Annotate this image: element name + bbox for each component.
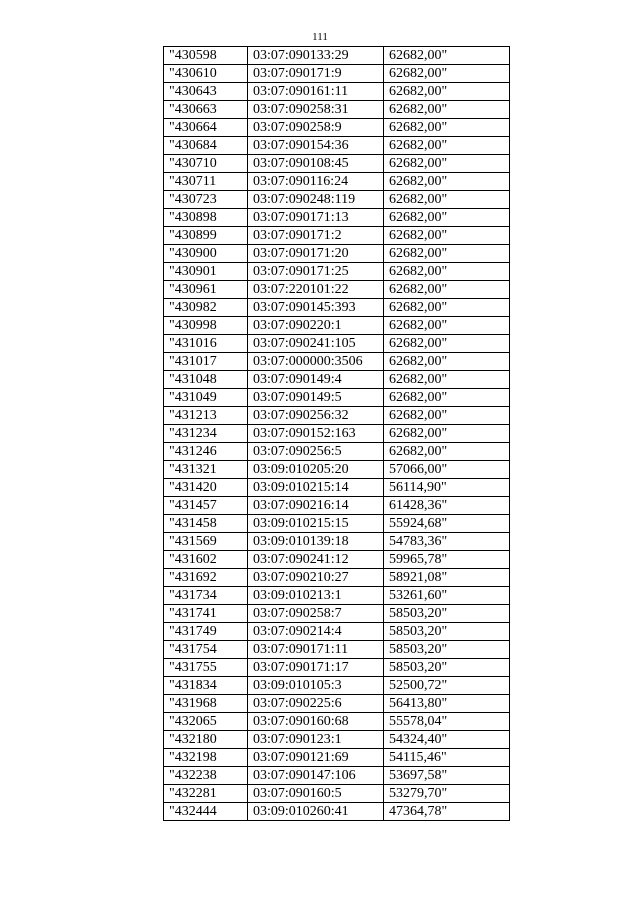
table-row [164,317,510,335]
table-row [164,335,510,353]
table-row [164,281,510,299]
table-row [164,497,510,515]
cadastral-number-cell: 03:07:090248:119 [248,191,384,209]
record-number-cell: "432198 [164,749,248,767]
value-cell: 62682,00" [384,443,510,461]
cadastral-number-cell: 03:07:090116:24 [248,173,384,191]
cadastral-number-cell: 03:09:010260:41 [248,803,384,821]
table-row [164,659,510,677]
record-number-cell: "431749 [164,623,248,641]
table-row [164,551,510,569]
record-number-cell: "431049 [164,389,248,407]
cadastral-number-cell: 03:07:090152:163 [248,425,384,443]
record-number-cell: "432065 [164,713,248,731]
value-cell: 62682,00" [384,425,510,443]
record-number-cell: "430998 [164,317,248,335]
cadastral-number-cell: 03:07:090171:25 [248,263,384,281]
cadastral-number-cell: 03:07:090133:29 [248,47,384,65]
table-row [164,389,510,407]
page-number: 111 [312,31,328,43]
table-row [164,173,510,191]
cadastral-number-cell: 03:07:090123:1 [248,731,384,749]
table-row [164,569,510,587]
cadastral-number-cell: 03:07:090171:11 [248,641,384,659]
table-row [164,299,510,317]
value-cell: 62682,00" [384,191,510,209]
value-cell: 62682,00" [384,317,510,335]
value-cell: 56413,80" [384,695,510,713]
record-number-cell: "431213 [164,407,248,425]
cadastral-number-cell: 03:09:010215:15 [248,515,384,533]
value-cell: 53279,70" [384,785,510,803]
table-row [164,209,510,227]
table-row [164,443,510,461]
record-number-cell: "431234 [164,425,248,443]
table-row [164,425,510,443]
record-number-cell: "432281 [164,785,248,803]
record-number-cell: "431016 [164,335,248,353]
record-number-cell: "430961 [164,281,248,299]
value-cell: 61428,36" [384,497,510,515]
record-number-cell: "432444 [164,803,248,821]
cadastral-number-cell: 03:07:090220:1 [248,317,384,335]
table-row [164,227,510,245]
record-number-cell: "430664 [164,119,248,137]
table-row [164,65,510,83]
cadastral-number-cell: 03:07:090160:68 [248,713,384,731]
record-number-cell: "432238 [164,767,248,785]
value-cell: 54115,46" [384,749,510,767]
record-number-cell: "430898 [164,209,248,227]
table-row [164,155,510,173]
cadastral-number-cell: 03:07:090258:7 [248,605,384,623]
record-number-cell: "431458 [164,515,248,533]
value-cell: 58921,08" [384,569,510,587]
table-row [164,533,510,551]
record-number-cell: "432180 [164,731,248,749]
cadastral-number-cell: 03:07:090216:14 [248,497,384,515]
cadastral-number-cell: 03:07:090108:45 [248,155,384,173]
value-cell: 62682,00" [384,65,510,83]
table-row [164,461,510,479]
value-cell: 62682,00" [384,227,510,245]
value-cell: 52500,72" [384,677,510,695]
value-cell: 47364,78" [384,803,510,821]
record-number-cell: "430982 [164,299,248,317]
cadastral-number-cell: 03:07:090256:5 [248,443,384,461]
table-row [164,245,510,263]
record-number-cell: "431017 [164,353,248,371]
cadastral-number-cell: 03:07:090160:5 [248,785,384,803]
table-row [164,101,510,119]
cadastral-number-cell: 03:09:010139:18 [248,533,384,551]
value-cell: 62682,00" [384,119,510,137]
record-number-cell: "431602 [164,551,248,569]
value-cell: 58503,20" [384,623,510,641]
cadastral-number-cell: 03:07:090147:106 [248,767,384,785]
table-row [164,713,510,731]
value-cell: 58503,20" [384,605,510,623]
table-row [164,479,510,497]
record-number-cell: "430663 [164,101,248,119]
record-number-cell: "431048 [164,371,248,389]
value-cell: 62682,00" [384,299,510,317]
value-cell: 62682,00" [384,47,510,65]
cadastral-number-cell: 03:09:010213:1 [248,587,384,605]
cadastral-number-cell: 03:09:010215:14 [248,479,384,497]
cadastral-number-cell: 03:07:090214:4 [248,623,384,641]
cadastral-number-cell: 03:07:090171:2 [248,227,384,245]
value-cell: 62682,00" [384,407,510,425]
value-cell: 55578,04" [384,713,510,731]
record-number-cell: "431741 [164,605,248,623]
value-cell: 62682,00" [384,353,510,371]
record-number-cell: "431834 [164,677,248,695]
table-row [164,371,510,389]
record-number-cell: "430711 [164,173,248,191]
cadastral-number-cell: 03:07:090256:32 [248,407,384,425]
cadastral-number-cell: 03:07:090171:9 [248,65,384,83]
table-row [164,515,510,533]
value-cell: 62682,00" [384,173,510,191]
cadastral-number-cell: 03:07:090225:6 [248,695,384,713]
table-row [164,749,510,767]
value-cell: 62682,00" [384,281,510,299]
value-cell: 55924,68" [384,515,510,533]
table-row [164,605,510,623]
record-number-cell: "430899 [164,227,248,245]
cadastral-number-cell: 03:07:090241:12 [248,551,384,569]
table-row [164,263,510,281]
table-row [164,83,510,101]
cadastral-number-cell: 03:07:090121:69 [248,749,384,767]
value-cell: 58503,20" [384,641,510,659]
value-cell: 54783,36" [384,533,510,551]
value-cell: 62682,00" [384,155,510,173]
cadastral-number-cell: 03:07:090258:9 [248,119,384,137]
table-row [164,695,510,713]
table-row [164,191,510,209]
record-number-cell: "431692 [164,569,248,587]
record-number-cell: "431420 [164,479,248,497]
cadastral-number-cell: 03:07:090210:27 [248,569,384,587]
table-row [164,785,510,803]
record-number-cell: "431968 [164,695,248,713]
cadastral-number-cell: 03:07:090145:393 [248,299,384,317]
value-cell: 62682,00" [384,209,510,227]
cadastral-number-cell: 03:09:010105:3 [248,677,384,695]
table-row [164,641,510,659]
record-number-cell: "430598 [164,47,248,65]
cadastral-number-cell: 03:09:010205:20 [248,461,384,479]
value-cell: 62682,00" [384,101,510,119]
record-number-cell: "430710 [164,155,248,173]
record-number-cell: "431457 [164,497,248,515]
value-cell: 62682,00" [384,389,510,407]
record-number-cell: "431321 [164,461,248,479]
cadastral-number-cell: 03:07:220101:22 [248,281,384,299]
table-row [164,677,510,695]
value-cell: 58503,20" [384,659,510,677]
table-row [164,137,510,155]
table-row [164,587,510,605]
table-body [164,47,510,821]
record-number-cell: "431569 [164,533,248,551]
record-number-cell: "430723 [164,191,248,209]
table-row [164,47,510,65]
record-number-cell: "430684 [164,137,248,155]
cadastral-number-cell: 03:07:000000:3506 [248,353,384,371]
table-row [164,767,510,785]
value-cell: 59965,78" [384,551,510,569]
value-cell: 57066,00" [384,461,510,479]
table-row [164,623,510,641]
value-cell: 53697,58" [384,767,510,785]
value-cell: 62682,00" [384,137,510,155]
record-number-cell: "430901 [164,263,248,281]
table-row [164,731,510,749]
record-number-cell: "430643 [164,83,248,101]
cadastral-number-cell: 03:07:090149:5 [248,389,384,407]
cadastral-number-cell: 03:07:090161:11 [248,83,384,101]
cadastral-number-cell: 03:07:090171:17 [248,659,384,677]
cadastral-number-cell: 03:07:090154:36 [248,137,384,155]
record-number-cell: "431755 [164,659,248,677]
cadastral-number-cell: 03:07:090258:31 [248,101,384,119]
value-cell: 53261,60" [384,587,510,605]
record-number-cell: "430900 [164,245,248,263]
data-table [163,46,510,821]
value-cell: 62682,00" [384,83,510,101]
record-number-cell: "431734 [164,587,248,605]
table-row [164,353,510,371]
table-row [164,407,510,425]
cadastral-number-cell: 03:07:090171:13 [248,209,384,227]
record-number-cell: "431246 [164,443,248,461]
table-row [164,119,510,137]
value-cell: 62682,00" [384,245,510,263]
cadastral-number-cell: 03:07:090149:4 [248,371,384,389]
value-cell: 54324,40" [384,731,510,749]
record-number-cell: "430610 [164,65,248,83]
value-cell: 62682,00" [384,263,510,281]
value-cell: 62682,00" [384,371,510,389]
value-cell: 56114,90" [384,479,510,497]
cadastral-number-cell: 03:07:090241:105 [248,335,384,353]
record-number-cell: "431754 [164,641,248,659]
value-cell: 62682,00" [384,335,510,353]
table-row [164,803,510,821]
cadastral-number-cell: 03:07:090171:20 [248,245,384,263]
